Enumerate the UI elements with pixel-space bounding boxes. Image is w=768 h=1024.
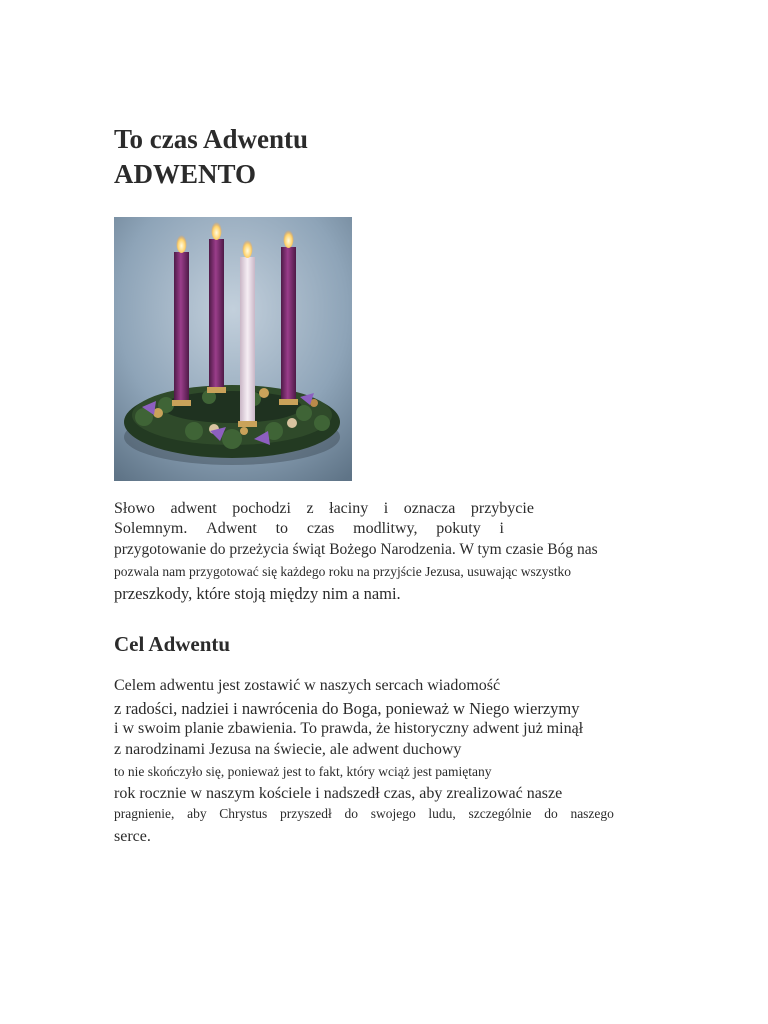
section-line-8: serce.: [114, 828, 151, 845]
word: adwent: [170, 500, 217, 517]
section-line-3: i w swoim planie zbawienia. To prawda, że historyczny adwent już minął: [114, 720, 584, 737]
word: szczególnie: [468, 806, 532, 821]
section-line-1: Celem adwentu jest zostawić w naszych sercach wiadomość: [114, 677, 501, 694]
word: przybycie: [470, 500, 534, 517]
word: Słowo: [114, 500, 155, 517]
word: pochodzi: [232, 500, 291, 517]
word: i: [499, 520, 504, 537]
advent-wreath-image: [114, 217, 352, 481]
section-line-4: z narodzinami Jezusa na świecie, ale adwent duchowy: [114, 741, 462, 758]
word: Adwent: [206, 520, 257, 537]
word: aby: [187, 806, 207, 821]
word: Solemnym.: [114, 520, 188, 537]
word: z: [306, 500, 314, 517]
word: czas: [306, 520, 335, 537]
word: łaciny: [329, 500, 369, 517]
title-line-1: To czas Adwentu: [114, 124, 309, 154]
intro-line-2: [114, 520, 504, 538]
section-line-2: z radości, nadziei i nawrócenia do Boga, ponieważ w Niego wierzymy: [114, 699, 580, 718]
section-heading: Cel Adwentu: [114, 632, 231, 656]
word: pragnienie,: [114, 806, 175, 821]
section-line-6: rok rocznie w naszym kościele i nadszedł czas, aby zrealizować nasze: [114, 785, 563, 802]
word: modlitwy,: [353, 520, 418, 537]
title-line-2: ADWENTO: [114, 159, 257, 189]
section-line-5: to nie skończyło się, ponieważ jest to fakt, który wciąż jest pamiętany: [114, 764, 492, 779]
word: do: [344, 806, 358, 821]
word: to: [275, 520, 289, 537]
word: swojego: [370, 806, 416, 821]
word: do: [544, 806, 558, 821]
word: i: [383, 500, 389, 517]
intro-line-4: pozwala nam przygotować się każdego roku na przyjście Jezusa, usuwając wszystko: [114, 564, 571, 579]
word: oznacza: [403, 500, 456, 517]
page-title: [114, 122, 308, 192]
intro-line-5: przeszkody, które stoją między nim a nami.: [114, 584, 401, 603]
advent-wreath-candles-icon: [114, 217, 352, 481]
word: naszego: [570, 806, 614, 821]
section-line-7: [114, 806, 614, 822]
intro-line-3: przygotowanie do przeżycia świąt Bożego Narodzenia. W tym czasie Bóg nas: [114, 541, 598, 558]
intro-line-1: [114, 500, 534, 518]
word: Chrystus: [219, 806, 268, 821]
word: przyszedł: [280, 806, 332, 821]
word: pokuty: [436, 520, 481, 537]
word: ludu,: [428, 806, 456, 821]
